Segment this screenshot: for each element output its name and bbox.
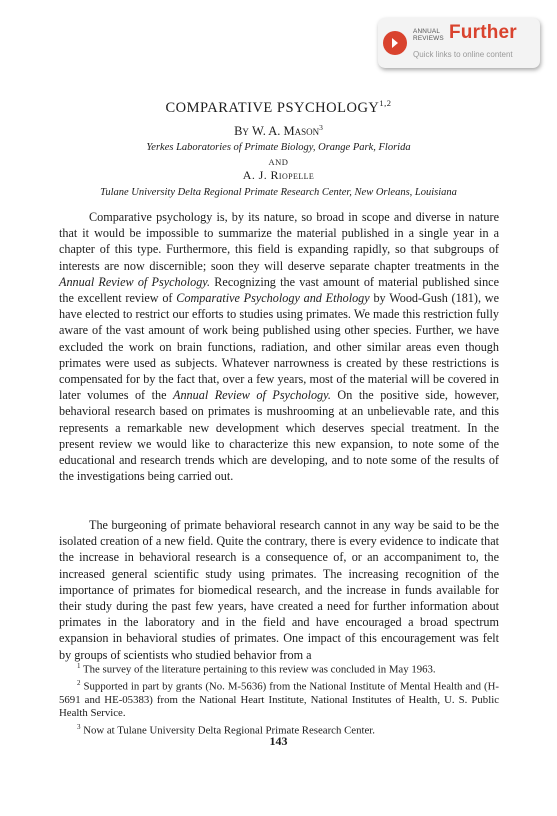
- affiliation-2: Tulane University Delta Regional Primate Research Center, New Orleans, Louisiana: [100, 187, 457, 198]
- footnote-1: [59, 660, 499, 677]
- p1-text-d: On the positive side, however, behavioral research based on primates is mushrooming at an unbelievable rate, and this represents a remarkable new development which deserves special treatment. In the present review we would like to characterize this new expansion, to note some of the educational and research trends which are developing, and to note some of the results of the investigations being carried out.: [59, 388, 499, 484]
- p1-text-a: Comparative psychology is, by its nature, so broad in scope and diverse in nature that it would be impossible to summarize the material published in a single year in a chapter of this type. Furthermore, this field is expanding rapidly, so that subgroups of interests are now discernible; soon they will deserve separate chapter treatments in the: [59, 210, 499, 273]
- p1-text-b: Recognizing the vast amount of material published since the excellent review of: [59, 274, 499, 306]
- page-number: 143: [269, 734, 288, 748]
- footnote-mark: 1: [77, 662, 81, 670]
- author-name-1: W. A. Mason: [252, 124, 320, 139]
- p1-journal-ref-1: Annual Review of Psychology.: [59, 274, 211, 289]
- annual-reviews-wordmark: [413, 28, 444, 42]
- annual-reviews-further-badge[interactable]: [378, 18, 540, 68]
- author-footnote-mark: 3: [319, 123, 323, 132]
- badge-tagline: Quick links to online content: [413, 50, 513, 59]
- author-prefix: By: [234, 124, 249, 139]
- p1-journal-ref-2: Annual Review of Psychology.: [173, 388, 331, 403]
- p1-text-c: by Wood-Gush (181), we have elected to restrict our efforts to studies using primates. We made this restriction fully aware of the vast amount of work being published using other species. Further, we have excluded the work on brain functions, radiation, and other similar areas even though primates were used as subjects. Whatever narrowness is created by these restrictions is compensated for by the fact that, over a few years, most of the material will be covered in later volumes of the: [59, 291, 499, 403]
- badge-small-line2: REVIEWS: [413, 35, 444, 42]
- author-name-2: A. J. Riopelle: [242, 168, 315, 182]
- article-title: [0, 98, 557, 117]
- body-paragraph-2: The burgeoning of primate behavioral research cannot in any way be said to be the isolated creation of a new field. Quite the contrary, there is every evidence to indicate that the increase in behavioral research is a consequence of, or an accompaniment to, the increased general scientific study using primates. The increasing recognition of the importance of primates for biomedical research, and the increase in funds available for their study during the past few years, have created a need for further information about primates in the laboratory and in the field and have encouraged a broad spectrum expansion in behavioral studies of primates. One impact of this encouragement was felt by groups of scientists who studied behavior from a: [59, 518, 499, 662]
- footnotes: [59, 660, 499, 738]
- footnote-text: Now at Tulane University Delta Regional Primate Research Center.: [83, 724, 375, 737]
- footnote-2: [59, 677, 499, 721]
- footnote-mark: 2: [77, 679, 81, 687]
- badge-small-line1: ANNUAL: [413, 28, 441, 35]
- badge-further-label: Further: [449, 22, 517, 43]
- footnote-mark: 3: [77, 722, 81, 731]
- affiliation-1: Yerkes Laboratories of Primate Biology, Orange Park, Florida: [146, 142, 411, 153]
- author-line-1: [0, 123, 557, 139]
- title-text: COMPARATIVE PSYCHOLOGY: [165, 99, 380, 116]
- arrow-circle-icon: [383, 31, 407, 55]
- body-paragraph-1: [59, 209, 499, 484]
- and-separator: AND: [268, 157, 289, 167]
- p1-book-ref: Comparative Psychology and Ethology: [176, 291, 370, 306]
- footnote-text: Supported in part by grants (No. M-5636) from the National Institute of Mental Health and (H-5691 and HE-05383) from the National Heart Institute, National Institutes of Health, U. S. Public Health Service.: [59, 680, 499, 720]
- footnote-text: The survey of the literature pertaining to this review was concluded in May 1963.: [83, 663, 436, 676]
- title-footnote-marks: 1,2: [379, 98, 392, 108]
